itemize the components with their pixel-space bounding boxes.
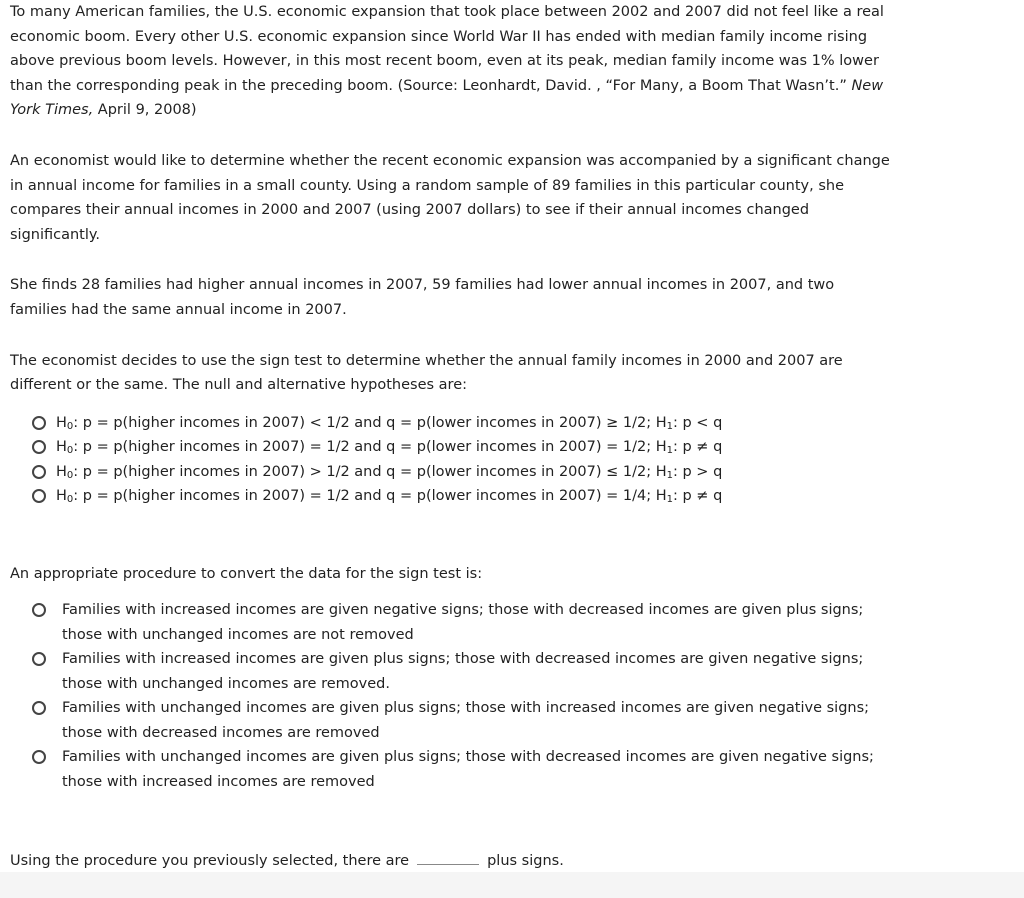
hypothesis-option-text: $H_0$: p = p(higher incomes in 2007) > 1/2 and q = p(lower incomes in 2007) ≤ 1/2; $H_1$: p > q	[56, 463, 723, 481]
radio-button[interactable]	[32, 440, 46, 454]
hypothesis-option-4[interactable]	[32, 484, 890, 509]
radio-button[interactable]	[32, 489, 46, 503]
procedure-option-text: Families with unchanged incomes are given plus signs; those with decreased incomes are given negative signs; those with increased incomes are removed	[62, 749, 874, 790]
procedure-option-3[interactable]	[32, 696, 890, 745]
question-content	[10, 0, 890, 874]
question3-line	[10, 849, 890, 874]
radio-button[interactable]	[32, 603, 46, 617]
context-paragraph: An economist would like to determine whether the recent economic expansion was accompanied by a significant change in annual income for families in a small county. Using a random sample of 89 families in this particular county, she compares their annual incomes in 2000 and 2007 (using 2007 dollars) to see if their annual incomes changed significantly.	[10, 152, 890, 243]
hypothesis-option-1[interactable]	[32, 411, 890, 436]
hypothesis-option-3[interactable]	[32, 460, 890, 485]
intro-text-a: To many American families, the U.S. economic expansion that took place between 2002 and 2007 did not feel like a real economic boom. Every other U.S. economic expansion since World War II has ended with median family income rising above previous boom levels. However, in this most recent boom, even at its peak, median family income was 1% lower than the corresponding peak in the preceding boom. (Source: Leonhardt, David. , “For Many, a Boom That Wasn’t.”	[10, 4, 884, 94]
intro-text-b: April 9, 2008)	[93, 102, 197, 119]
procedure-options	[32, 598, 890, 794]
radio-button[interactable]	[32, 465, 46, 479]
hypothesis-option-2[interactable]	[32, 435, 890, 460]
hypothesis-option-text: $H_0$: p = p(higher incomes in 2007) < 1/2 and q = p(lower incomes in 2007) ≥ 1/2; $H_1$: p < q	[56, 414, 723, 432]
radio-button[interactable]	[32, 750, 46, 764]
radio-button[interactable]	[32, 701, 46, 715]
plus-signs-answer-blank[interactable]	[417, 850, 479, 865]
footer-bar	[0, 872, 1024, 898]
procedure-option-text: Families with increased incomes are given plus signs; those with decreased incomes are given negative signs; those with unchanged incomes are removed.	[62, 651, 864, 692]
radio-button[interactable]	[32, 416, 46, 430]
hypothesis-option-text: $H_0$: p = p(higher incomes in 2007) = 1/2 and q = p(lower incomes in 2007) = 1/4; $H_1$: p ≠ q	[56, 488, 723, 506]
hypothesis-option-text: $H_0$: p = p(higher incomes in 2007) = 1/2 and q = p(lower incomes in 2007) = 1/2; $H_1$: p ≠ q	[56, 439, 723, 457]
intro-source-italic: New York Times,	[10, 77, 884, 119]
findings-paragraph: She finds 28 families had higher annual incomes in 2007, 59 families had lower annual incomes in 2007, and two families had the same annual income in 2007.	[10, 277, 835, 318]
procedure-option-1[interactable]	[32, 598, 890, 647]
question3-prefix: Using the procedure you previously selected, there are	[10, 853, 410, 870]
procedure-option-text: Families with unchanged incomes are given plus signs; those with increased incomes are given negative signs; those with decreased incomes are removed	[62, 700, 870, 741]
question2-prompt: An appropriate procedure to convert the data for the sign test is:	[10, 565, 483, 582]
radio-button[interactable]	[32, 652, 46, 666]
procedure-option-4[interactable]	[32, 745, 890, 794]
procedure-option-text: Families with increased incomes are given negative signs; those with decreased incomes are given plus signs; those with unchanged incomes are not removed	[62, 602, 864, 643]
intro-paragraph	[10, 0, 890, 123]
question1-prompt: The economist decides to use the sign test to determine whether the annual family incomes in 2000 and 2007 are different or the same. The null and alternative hypotheses are:	[10, 352, 843, 394]
hypotheses-options	[32, 411, 890, 509]
question3-suffix: plus signs.	[487, 853, 564, 870]
procedure-option-2[interactable]	[32, 647, 890, 696]
